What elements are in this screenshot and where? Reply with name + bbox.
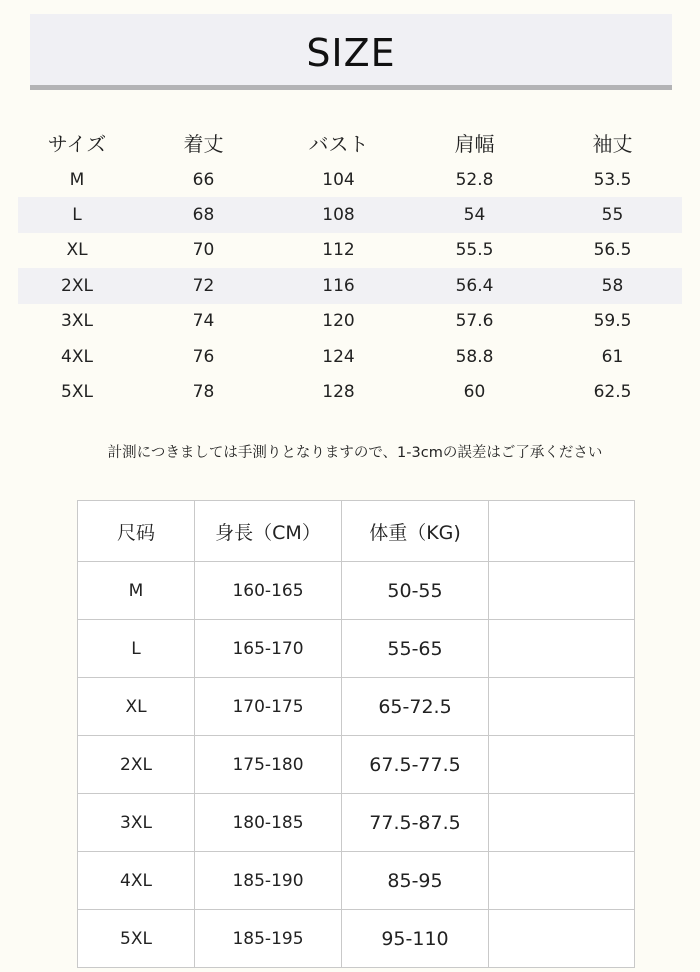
shoulder-cell: 57.6 xyxy=(455,311,494,332)
length-cell: 70 xyxy=(192,240,215,261)
header-weight: 体重（KG) xyxy=(342,501,489,562)
header-bust: バスト xyxy=(308,131,369,156)
table-row xyxy=(78,562,635,620)
size-cell: XL xyxy=(78,678,195,736)
shoulder-cell: 52.8 xyxy=(455,169,494,190)
shoulder-cell: 56.4 xyxy=(455,275,494,296)
header-sleeve: 袖丈 xyxy=(592,131,633,156)
bust-cell: 128 xyxy=(322,382,355,403)
header-size-code: 尺码 xyxy=(78,501,195,562)
size-cell: 5XL xyxy=(78,910,195,968)
size-chart-table xyxy=(18,122,682,410)
title-banner xyxy=(30,14,672,90)
page-title: SIZE xyxy=(306,30,396,75)
height-cell: 185-190 xyxy=(195,852,342,910)
bust-cell: 124 xyxy=(322,346,355,367)
empty-cell xyxy=(489,852,635,910)
size-cell: M xyxy=(69,169,85,190)
bust-cell: 116 xyxy=(322,275,355,296)
table-row xyxy=(78,620,635,678)
size-cell: L xyxy=(72,205,82,226)
size-cell: M xyxy=(78,562,195,620)
length-cell: 72 xyxy=(192,275,215,296)
table-row xyxy=(18,162,682,197)
empty-cell xyxy=(489,620,635,678)
weight-cell: 55-65 xyxy=(342,620,489,678)
height-cell: 160-165 xyxy=(195,562,342,620)
weight-cell: 77.5-87.5 xyxy=(342,794,489,852)
bust-cell: 112 xyxy=(322,240,355,261)
sleeve-cell: 56.5 xyxy=(593,240,632,261)
weight-cell: 95-110 xyxy=(342,910,489,968)
length-cell: 68 xyxy=(192,205,215,226)
length-cell: 76 xyxy=(192,346,215,367)
height-cell: 185-195 xyxy=(195,910,342,968)
size-cell: L xyxy=(78,620,195,678)
weight-cell: 67.5-77.5 xyxy=(342,736,489,794)
sleeve-cell: 61 xyxy=(601,346,624,367)
table-row xyxy=(18,339,682,374)
table-row xyxy=(18,268,682,303)
size-chart-header-row xyxy=(18,122,682,162)
header-size: サイズ xyxy=(47,131,107,156)
empty-cell xyxy=(489,562,635,620)
size-cell: 4XL xyxy=(61,346,93,367)
empty-cell xyxy=(489,678,635,736)
table-row xyxy=(18,197,682,232)
height-cell: 165-170 xyxy=(195,620,342,678)
size-cell: 2XL xyxy=(78,736,195,794)
size-cell: XL xyxy=(66,240,88,261)
length-cell: 66 xyxy=(192,169,215,190)
weight-cell: 65-72.5 xyxy=(342,678,489,736)
table-row xyxy=(78,736,635,794)
empty-cell xyxy=(489,910,635,968)
table-row xyxy=(78,852,635,910)
sleeve-cell: 58 xyxy=(601,275,624,296)
header-shoulder: 肩幅 xyxy=(454,131,495,156)
table-row xyxy=(78,910,635,968)
size-cell: 5XL xyxy=(61,382,93,403)
header-length: 着丈 xyxy=(183,131,224,156)
sleeve-cell: 55 xyxy=(601,205,624,226)
shoulder-cell: 60 xyxy=(463,382,486,403)
height-cell: 175-180 xyxy=(195,736,342,794)
table-row xyxy=(18,233,682,268)
header-height: 身長（CM） xyxy=(195,501,342,562)
table-row xyxy=(78,794,635,852)
sleeve-cell: 59.5 xyxy=(593,311,632,332)
empty-cell xyxy=(489,794,635,852)
weight-cell: 50-55 xyxy=(342,562,489,620)
fit-guide-table xyxy=(77,500,635,968)
bust-cell: 104 xyxy=(322,169,355,190)
table-row xyxy=(78,678,635,736)
empty-cell xyxy=(489,736,635,794)
weight-cell: 85-95 xyxy=(342,852,489,910)
shoulder-cell: 55.5 xyxy=(455,240,494,261)
size-cell: 2XL xyxy=(61,275,93,296)
size-cell: 4XL xyxy=(78,852,195,910)
header-empty xyxy=(489,501,635,562)
sleeve-cell: 53.5 xyxy=(593,169,632,190)
length-cell: 78 xyxy=(192,382,215,403)
height-cell: 170-175 xyxy=(195,678,342,736)
shoulder-cell: 58.8 xyxy=(455,346,494,367)
height-cell: 180-185 xyxy=(195,794,342,852)
measurement-note: 計測につきましては手測りとなりますので、1-3cmの誤差はご了承ください xyxy=(107,445,603,461)
bust-cell: 120 xyxy=(322,311,355,332)
size-cell: 3XL xyxy=(61,311,93,332)
length-cell: 74 xyxy=(192,311,215,332)
table-row xyxy=(18,374,682,409)
bust-cell: 108 xyxy=(322,205,355,226)
shoulder-cell: 54 xyxy=(463,205,486,226)
size-cell: 3XL xyxy=(78,794,195,852)
fit-guide-header-row xyxy=(78,501,635,562)
sleeve-cell: 62.5 xyxy=(593,382,632,403)
table-row xyxy=(18,304,682,339)
